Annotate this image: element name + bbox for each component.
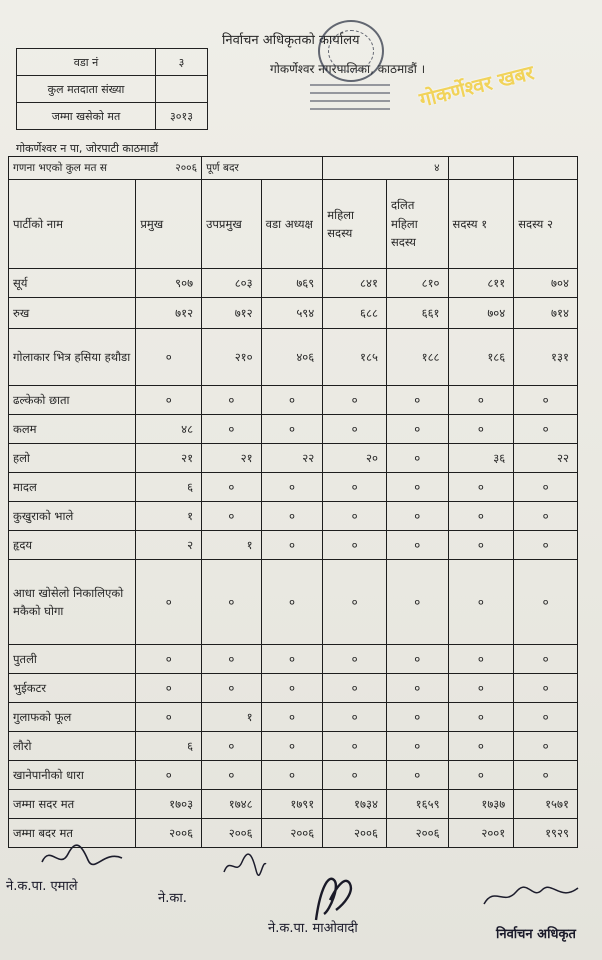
column-header: सदस्य १ (448, 180, 514, 269)
signature-election-officer: निर्वाचन अधिकृत (496, 927, 576, 942)
table-row (9, 732, 578, 761)
vote-cell: ० (386, 502, 448, 531)
count-row (9, 157, 578, 180)
table-row (9, 645, 578, 674)
column-header: सदस्य २ (514, 180, 578, 269)
vote-cell: २२ (261, 444, 323, 473)
office-place: गोकर्णेश्वर नगरपालिका, काठमाडौं । (270, 62, 426, 76)
vote-cell: ० (202, 560, 262, 645)
vote-cell: २२ (514, 444, 578, 473)
vote-cell: ४८ (136, 415, 202, 444)
party-name: कलम (9, 415, 136, 444)
vote-cell: ० (136, 329, 202, 386)
vote-cell: ० (202, 415, 262, 444)
result-rows (9, 269, 578, 848)
vote-cell: ० (261, 560, 323, 645)
vote-cell: २००६ (202, 819, 262, 848)
info-label: वडा नं (17, 49, 156, 76)
table-row (9, 674, 578, 703)
vote-cell: ० (386, 386, 448, 415)
vote-cell: २००६ (136, 819, 202, 848)
vote-cell: ० (514, 674, 578, 703)
vote-cell: ० (261, 645, 323, 674)
table-row (9, 415, 578, 444)
vote-cell: ० (261, 674, 323, 703)
vote-cell: ० (261, 531, 323, 560)
vote-cell: ० (136, 386, 202, 415)
party-name: ढल्केको छाता (9, 386, 136, 415)
vote-cell: ६ (136, 473, 202, 502)
vote-cell: १७९१ (261, 790, 323, 819)
stamp-text-lines (310, 78, 390, 120)
vote-cell: ० (202, 386, 262, 415)
vote-cell: ० (514, 560, 578, 645)
vote-cell: १९२९ (514, 819, 578, 848)
vote-cell: २००६ (386, 819, 448, 848)
vote-cell: ० (323, 560, 387, 645)
vote-cell: ० (386, 560, 448, 645)
vote-cell: ० (136, 703, 202, 732)
vote-cell: ० (261, 473, 323, 502)
vote-cell: ० (323, 645, 387, 674)
vote-cell: ० (514, 415, 578, 444)
vote-cell: २००६ (261, 819, 323, 848)
vote-cell: ० (323, 386, 387, 415)
column-header: उपप्रमुख (202, 180, 262, 269)
vote-cell: १ (202, 703, 262, 732)
vote-cell: २१ (202, 444, 262, 473)
ward-info-box (16, 48, 208, 130)
vote-cell: ० (202, 645, 262, 674)
vote-cell: ० (386, 674, 448, 703)
info-row (17, 49, 208, 76)
info-label: कुल मतदाता संख्या (17, 76, 156, 103)
table-row (9, 531, 578, 560)
vote-cell: ८१० (386, 269, 448, 298)
table-row (9, 790, 578, 819)
vote-cell: ० (323, 502, 387, 531)
vote-cell: ७६९ (261, 269, 323, 298)
party-name: गोलाकार भित्र हसिया हथौडा (9, 329, 136, 386)
party-name: खानेपानीको धारा (9, 761, 136, 790)
count-note: पूर्ण बदर (202, 157, 323, 180)
vote-cell: ८११ (448, 269, 514, 298)
info-value: ३ (156, 49, 208, 76)
office-title: निर्वाचन अधिकृतको कार्यालय (222, 33, 360, 48)
table-row (9, 444, 578, 473)
party-name: हृदय (9, 531, 136, 560)
office-stamp (318, 20, 384, 82)
signature-scribble-2 (222, 852, 268, 878)
vote-cell: ० (136, 560, 202, 645)
vote-cell: ० (448, 703, 514, 732)
info-label: जम्मा खसेको मत (17, 103, 156, 130)
vote-cell: ८४१ (323, 269, 387, 298)
signature-nc: ने.का. (158, 891, 187, 906)
vote-cell: १६५९ (386, 790, 448, 819)
vote-cell: ० (323, 531, 387, 560)
vote-cell: ० (261, 415, 323, 444)
party-name: रुख (9, 298, 136, 329)
vote-cell: ७०४ (448, 298, 514, 329)
info-row (17, 103, 208, 130)
table-row (9, 473, 578, 502)
party-name: जम्मा सदर मत (9, 790, 136, 819)
info-row (17, 76, 208, 103)
watermark: गोकर्णेश्वर खबर (416, 60, 537, 112)
vote-cell: ० (386, 531, 448, 560)
vote-cell: २१० (202, 329, 262, 386)
vote-cell: ७०४ (514, 269, 578, 298)
results-table (8, 156, 578, 848)
party-name: कुखुराको भाले (9, 502, 136, 531)
count-label: गणना भएको कुल मत स २००६ (9, 157, 202, 180)
vote-cell: १ (136, 502, 202, 531)
vote-cell: २० (323, 444, 387, 473)
vote-cell: २ (136, 531, 202, 560)
vote-cell: ० (202, 761, 262, 790)
vote-cell: ० (261, 761, 323, 790)
header-row (9, 180, 578, 269)
table-row (9, 761, 578, 790)
vote-cell: १८६ (448, 329, 514, 386)
table-row (9, 386, 578, 415)
vote-cell: ० (448, 415, 514, 444)
vote-cell: ० (386, 645, 448, 674)
party-name: गुलाफको फूल (9, 703, 136, 732)
vote-cell: ० (448, 645, 514, 674)
vote-cell: ७१४ (514, 298, 578, 329)
vote-cell: १७३४ (323, 790, 387, 819)
table-row (9, 502, 578, 531)
table-row (9, 560, 578, 645)
vote-cell: ० (514, 473, 578, 502)
party-name: भुईकटर (9, 674, 136, 703)
vote-cell: ० (261, 732, 323, 761)
vote-cell: ६८८ (323, 298, 387, 329)
party-name: जम्मा बदर मत (9, 819, 136, 848)
vote-cell: ६६१ (386, 298, 448, 329)
vote-cell: ० (448, 386, 514, 415)
vote-cell: ७१२ (202, 298, 262, 329)
vote-cell: १७४८ (202, 790, 262, 819)
info-value (156, 76, 208, 103)
vote-cell: ० (386, 732, 448, 761)
vote-cell: ३६ (448, 444, 514, 473)
vote-cell: ० (448, 732, 514, 761)
column-header: पार्टीको नाम (9, 180, 136, 269)
vote-cell: ० (323, 732, 387, 761)
vote-cell: ० (202, 473, 262, 502)
vote-cell: ० (448, 560, 514, 645)
vote-cell: ८०३ (202, 269, 262, 298)
vote-cell: ० (202, 502, 262, 531)
vote-cell: ० (386, 473, 448, 502)
vote-cell: २००६ (323, 819, 387, 848)
info-value: ३०१३ (156, 103, 208, 130)
vote-cell: ९०७ (136, 269, 202, 298)
vote-cell: १७३७ (448, 790, 514, 819)
vote-cell: ० (448, 502, 514, 531)
vote-cell: २१ (136, 444, 202, 473)
vote-cell: १७०३ (136, 790, 202, 819)
vote-cell: १३१ (514, 329, 578, 386)
vote-cell: ० (386, 415, 448, 444)
vote-cell: ० (136, 761, 202, 790)
vote-cell: ० (202, 674, 262, 703)
table-row (9, 703, 578, 732)
vote-cell: ४०६ (261, 329, 323, 386)
column-header: प्रमुख (136, 180, 202, 269)
column-header: दलित महिला सदस्य (386, 180, 448, 269)
vote-cell: ० (323, 415, 387, 444)
vote-cell: ० (386, 444, 448, 473)
vote-cell: १८५ (323, 329, 387, 386)
vote-cell: ० (386, 761, 448, 790)
party-name: मादल (9, 473, 136, 502)
vote-cell: ० (136, 674, 202, 703)
vote-cell: ० (514, 386, 578, 415)
vote-cell: १ (202, 531, 262, 560)
party-name: आधा खोसेलो निकालिएको मकैको घोगा (9, 560, 136, 645)
vote-cell: ६ (136, 732, 202, 761)
column-header: वडा अध्यक्ष (261, 180, 323, 269)
vote-cell: ० (386, 703, 448, 732)
vote-cell: ० (323, 703, 387, 732)
vote-cell: १८८ (386, 329, 448, 386)
vote-cell: ० (448, 761, 514, 790)
vote-cell: ० (514, 732, 578, 761)
vote-cell: ० (448, 473, 514, 502)
table-row (9, 329, 578, 386)
vote-cell: २००१ (448, 819, 514, 848)
vote-cell: १५७१ (514, 790, 578, 819)
vote-cell: ० (323, 674, 387, 703)
signature-scribble-4 (480, 880, 584, 912)
vote-cell: ० (323, 761, 387, 790)
vote-cell: ० (261, 703, 323, 732)
vote-cell: ० (323, 473, 387, 502)
signature-uml: ने.क.पा. एमाले (6, 879, 78, 894)
signature-scribble-1 (38, 840, 128, 874)
vote-cell: ५९४ (261, 298, 323, 329)
vote-cell: ० (514, 703, 578, 732)
vote-cell: ० (514, 645, 578, 674)
vote-cell: ० (261, 502, 323, 531)
count-ward: ४ (323, 157, 448, 180)
party-name: हलो (9, 444, 136, 473)
vote-cell: ० (261, 386, 323, 415)
vote-cell: ० (202, 732, 262, 761)
signature-maoist: ने.क.पा. माओवादी (268, 921, 358, 936)
column-header: महिला सदस्य (323, 180, 387, 269)
vote-cell: ० (514, 502, 578, 531)
table-row (9, 298, 578, 329)
vote-cell: ० (136, 645, 202, 674)
office-line: गोकर्णेश्वर न पा, जोरपाटी काठमाडौं (16, 142, 159, 155)
party-name: पुतली (9, 645, 136, 674)
party-name: सूर्य (9, 269, 136, 298)
vote-cell: ० (514, 761, 578, 790)
table-row (9, 269, 578, 298)
party-name: लौरो (9, 732, 136, 761)
vote-cell: ७१२ (136, 298, 202, 329)
vote-cell: ० (448, 531, 514, 560)
vote-cell: ० (514, 531, 578, 560)
vote-cell: ० (448, 674, 514, 703)
